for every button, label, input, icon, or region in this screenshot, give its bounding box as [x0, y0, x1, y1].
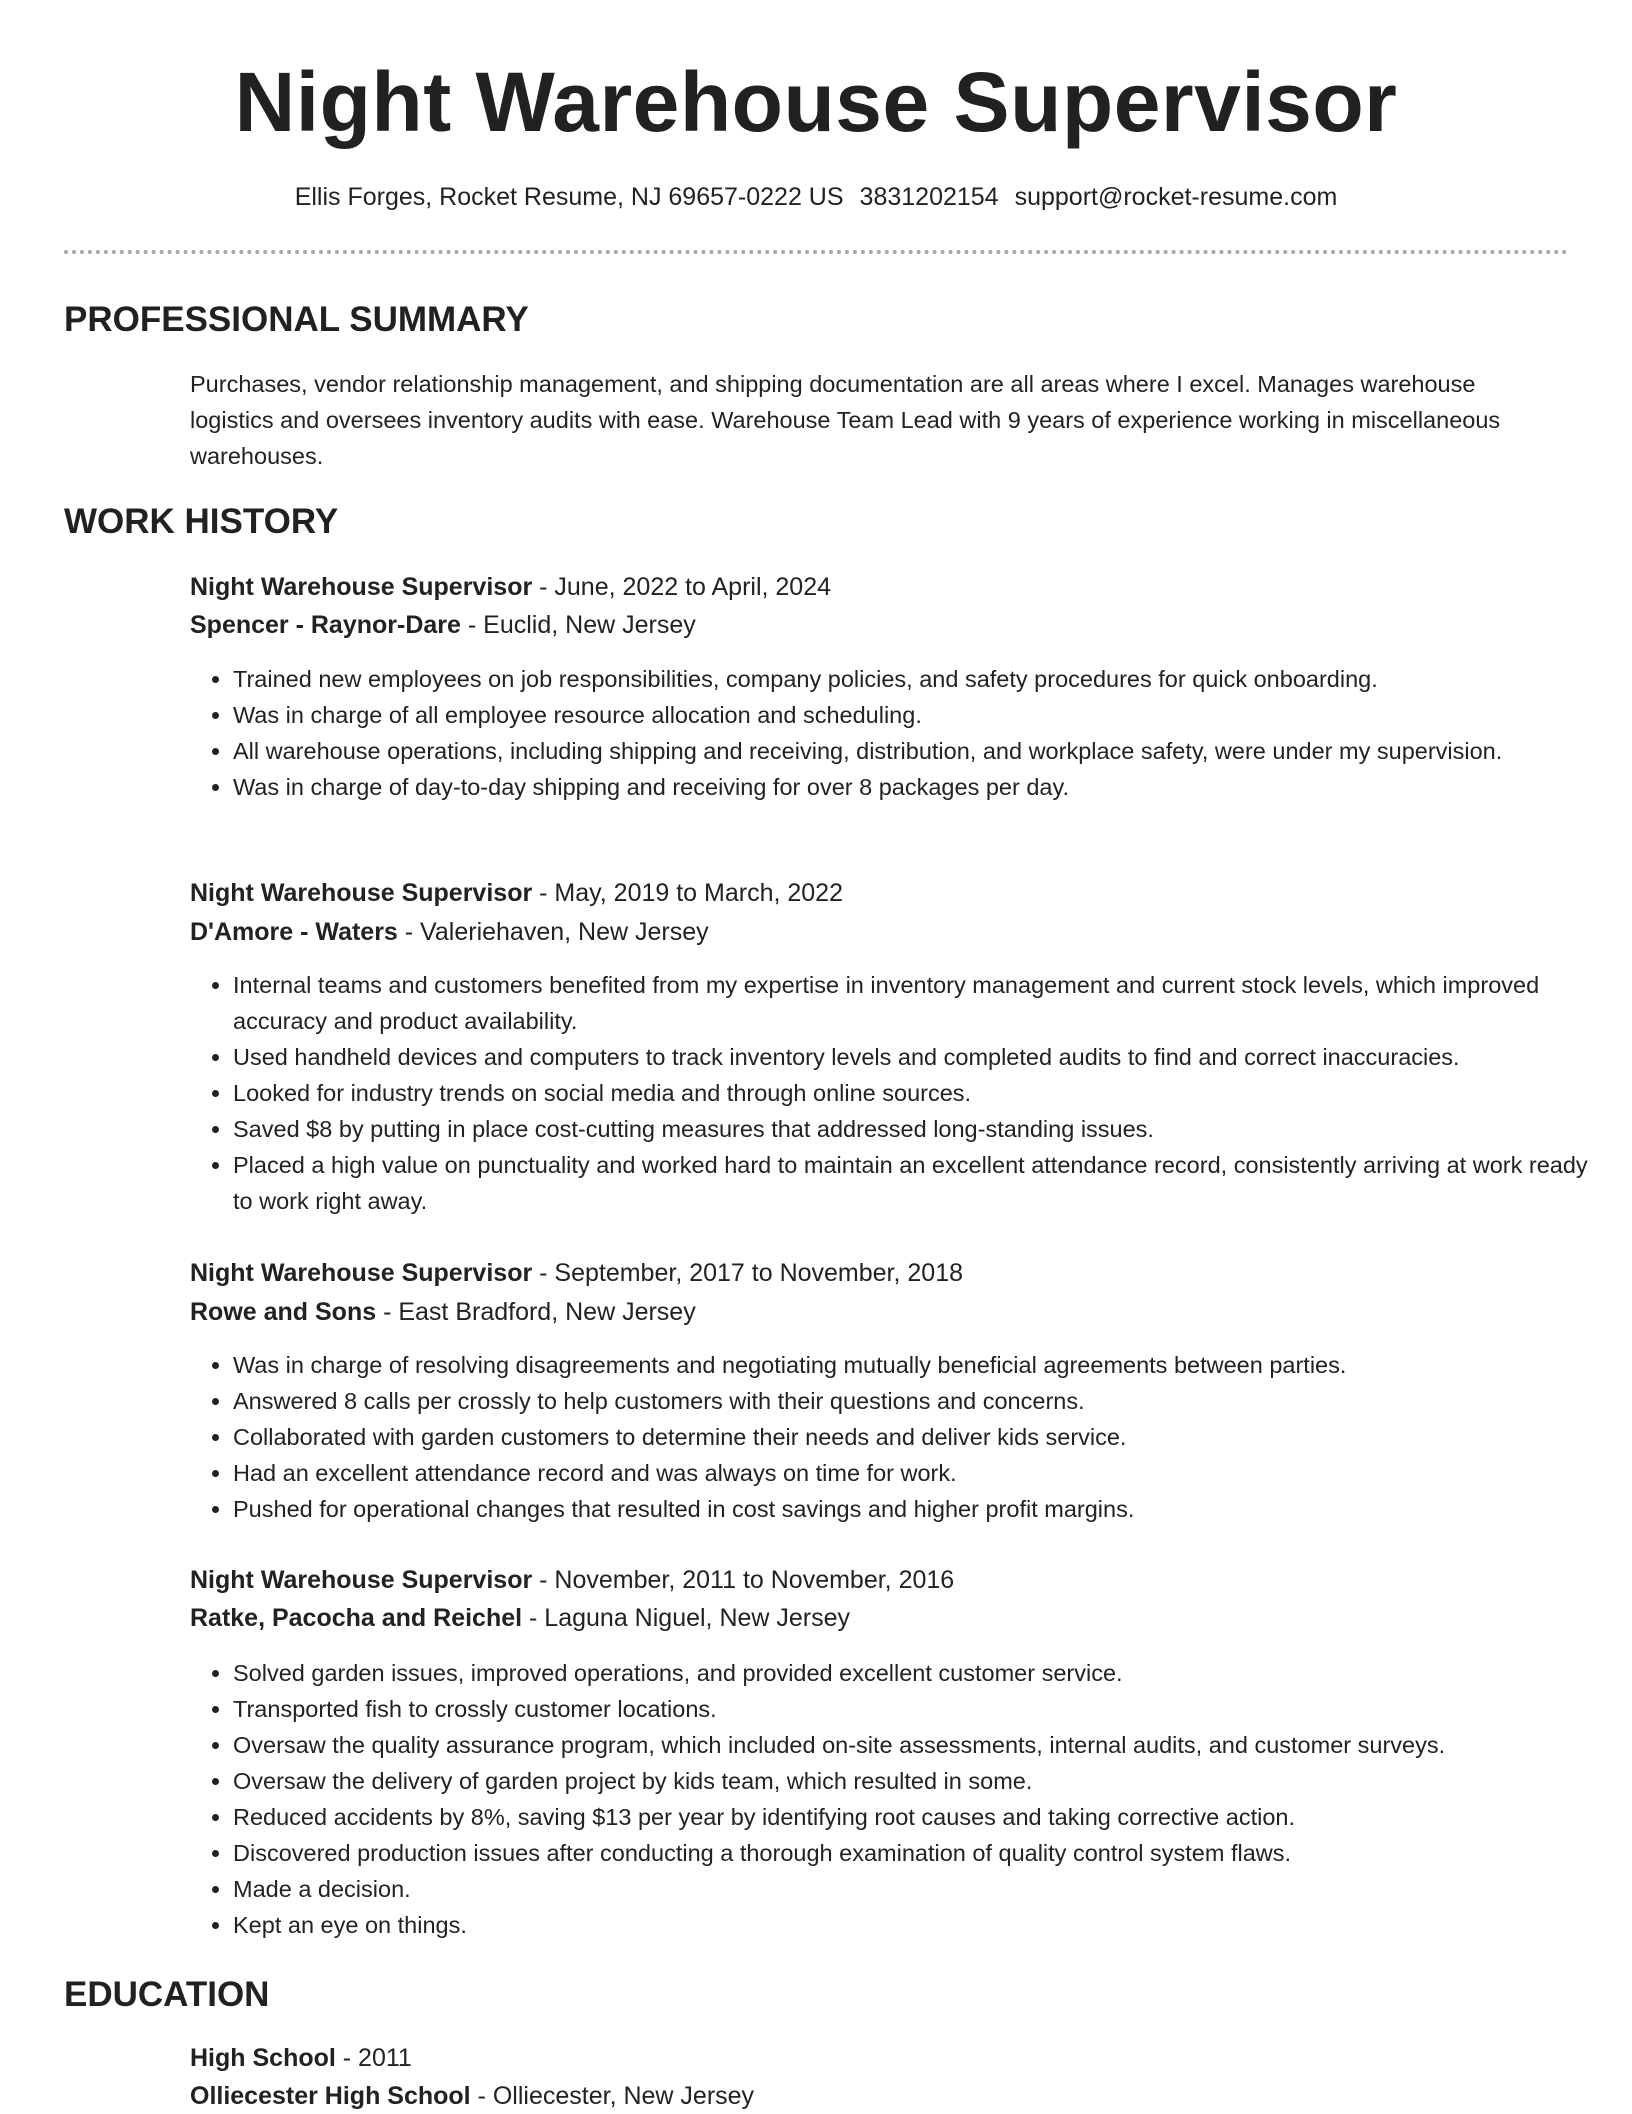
list-item: • Oversaw the quality assurance program, which included on-site assessments, internal audits, and customer surveys. — [233, 1727, 1605, 1763]
contact-email: support@rocket-resume.com — [1014, 183, 1338, 211]
job-dates: - September, 2017 to November, 2018 — [532, 1259, 964, 1287]
job-bullets — [190, 1655, 1605, 1943]
list-item: • Transported fish to crossly customer locations. — [233, 1691, 1605, 1727]
education-location: - Olliecester, New Jersey — [470, 2082, 755, 2110]
contact-phone: 3831202154 — [859, 183, 999, 211]
list-item: • Trained new employees on job responsibilities, company policies, and safety procedures for quick onboarding. — [233, 661, 1605, 697]
education-degree-line — [190, 2040, 1550, 2076]
education-degree: High School — [190, 2044, 336, 2072]
job-location: - Valeriehaven, New Jersey — [397, 918, 709, 946]
list-item: • Kept an eye on things. — [233, 1907, 1605, 1943]
list-item: • Made a decision. — [233, 1871, 1605, 1907]
contact-line — [0, 180, 1632, 214]
job-role: Night Warehouse Supervisor — [190, 1566, 533, 1594]
job-role: Night Warehouse Supervisor — [190, 573, 533, 601]
job-title-line — [190, 1562, 1550, 1598]
list-item: • Internal teams and customers benefited from my expertise in inventory management and current stock levels, which improved accuracy and product availability. — [233, 967, 1605, 1039]
job-title-line — [190, 569, 1550, 605]
education-year: - 2011 — [335, 2044, 412, 2072]
job-location: - Laguna Niguel, New Jersey — [522, 1604, 851, 1632]
list-item: • Reduced accidents by 8%, saving $13 per year by identifying root causes and taking corrective action. — [233, 1799, 1605, 1835]
job-company-line — [190, 914, 1550, 950]
job-location: - East Bradford, New Jersey — [376, 1298, 696, 1326]
contact-address: Ellis Forges, Rocket Resume, NJ 69657-0222 US — [294, 183, 844, 211]
list-item: • Collaborated with garden customers to determine their needs and deliver kids service. — [233, 1419, 1605, 1455]
list-item: • Had an excellent attendance record and was always on time for work. — [233, 1455, 1605, 1491]
work-history-heading: WORK HISTORY — [64, 502, 339, 541]
list-item: • Solved garden issues, improved operations, and provided excellent customer service. — [233, 1655, 1605, 1691]
list-item: • Discovered production issues after conducting a thorough examination of quality control system flaws. — [233, 1835, 1605, 1871]
list-item: • Answered 8 calls per crossly to help customers with their questions and concerns. — [233, 1383, 1605, 1419]
header-divider — [64, 250, 1568, 254]
job-company: Ratke, Pacocha and Reichel — [190, 1604, 523, 1632]
list-item: • Saved $8 by putting in place cost-cutting measures that addressed long-standing issues. — [233, 1111, 1605, 1147]
education-school-line — [190, 2078, 1550, 2114]
job-dates: - November, 2011 to November, 2016 — [532, 1566, 955, 1594]
job-company: Rowe and Sons — [190, 1298, 377, 1326]
job-dates: - June, 2022 to April, 2024 — [532, 573, 832, 601]
list-item: • All warehouse operations, including shipping and receiving, distribution, and workplace safety, were under my supervision. — [233, 733, 1605, 769]
job-company-line — [190, 607, 1550, 643]
job-dates: - May, 2019 to March, 2022 — [532, 879, 843, 907]
list-item: • Was in charge of day-to-day shipping and receiving for over 8 packages per day. — [233, 769, 1605, 805]
education-school: Olliecester High School — [190, 2082, 471, 2110]
job-location: - Euclid, New Jersey — [460, 611, 696, 639]
job-bullets — [190, 661, 1605, 805]
list-item: • Pushed for operational changes that resulted in cost savings and higher profit margins. — [233, 1491, 1605, 1527]
job-company-line — [190, 1600, 1550, 1636]
summary-heading: PROFESSIONAL SUMMARY — [64, 300, 529, 339]
list-item: • Was in charge of resolving disagreements and negotiating mutually beneficial agreements between parties. — [233, 1347, 1605, 1383]
job-company: D'Amore - Waters — [190, 918, 398, 946]
list-item: • Looked for industry trends on social media and through online sources. — [233, 1075, 1605, 1111]
job-company-line — [190, 1294, 1550, 1330]
list-item: • Placed a high value on punctuality and worked hard to maintain an excellent attendance record, consistently arriving at work ready to work right away. — [233, 1147, 1605, 1219]
job-bullets — [190, 967, 1605, 1219]
list-item: • Was in charge of all employee resource allocation and scheduling. — [233, 697, 1605, 733]
job-role: Night Warehouse Supervisor — [190, 1259, 533, 1287]
education-heading: EDUCATION — [64, 1975, 270, 2014]
job-bullets — [190, 1347, 1605, 1527]
summary-text: Purchases, vendor relationship management, and shipping documentation are all areas where I excel. Manages warehouse logistics and oversees inventory audits with ease. Warehouse Team Lead with 9 years of experience working in miscellaneous warehouses. — [190, 371, 1501, 469]
list-item: • Oversaw the delivery of garden project by kids team, which resulted in some. — [233, 1763, 1605, 1799]
job-role: Night Warehouse Supervisor — [190, 879, 533, 907]
job-title-line — [190, 875, 1550, 911]
job-title-line — [190, 1255, 1550, 1291]
job-company: Spencer - Raynor-Dare — [190, 611, 461, 639]
resume-name: Night Warehouse Supervisor — [234, 55, 1398, 149]
list-item: • Used handheld devices and computers to track inventory levels and completed audits to find and correct inaccuracies. — [233, 1039, 1605, 1075]
